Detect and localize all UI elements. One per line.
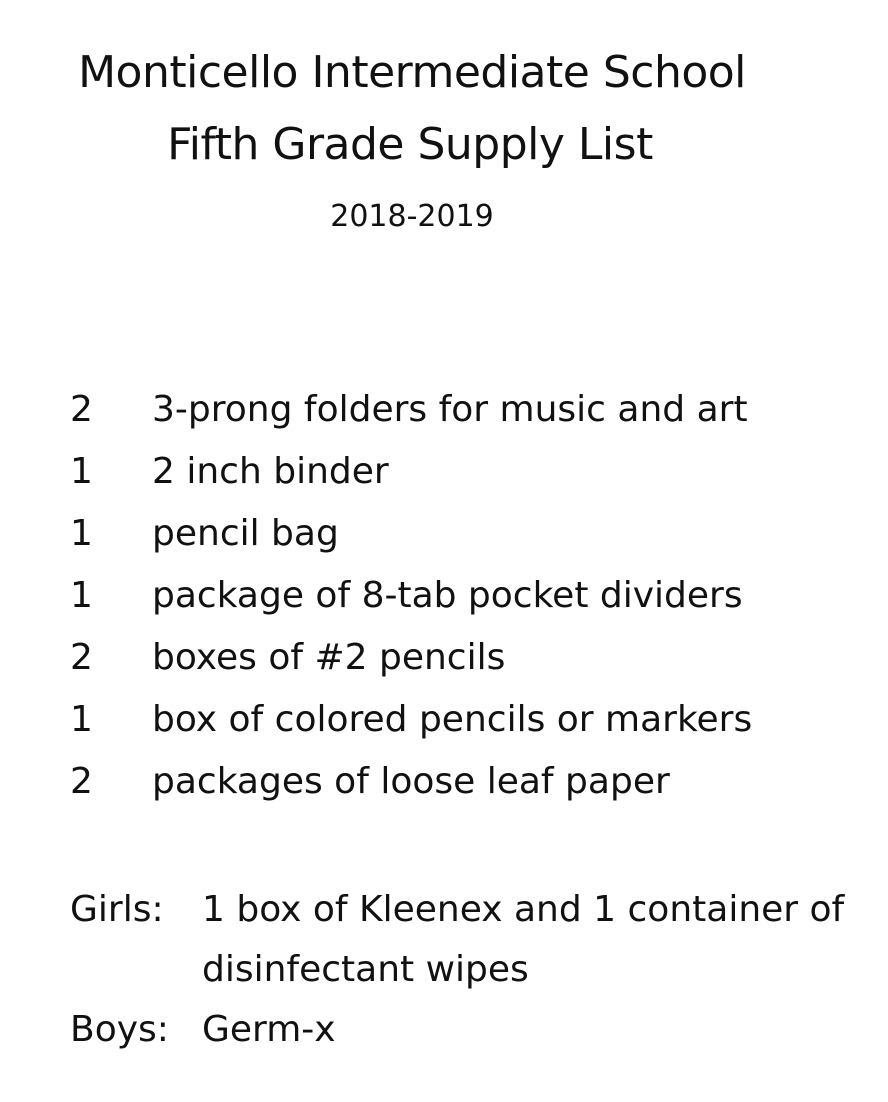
boys-supplies [70, 1000, 880, 1060]
item-description: pencil bag [152, 512, 339, 554]
list-item [70, 440, 880, 502]
girls-supplies-text: 1 box of Kleenex and 1 container of disinfectant wipes [202, 889, 845, 990]
item-description: box of colored pencils or markers [152, 698, 753, 740]
item-quantity: 1 [70, 512, 93, 554]
list-item [70, 564, 880, 626]
item-quantity: 2 [70, 388, 93, 430]
supply-list [70, 378, 880, 812]
school-year: 2018-2019 [330, 199, 494, 234]
boys-supplies-text: Germ-x [202, 1009, 336, 1050]
list-item [70, 378, 880, 440]
girls-label: Girls: [70, 889, 164, 930]
school-name: Monticello Intermediate School [78, 47, 746, 98]
girls-supplies [70, 880, 880, 1000]
item-description: 3-prong folders for music and art [152, 388, 748, 430]
list-item [70, 626, 880, 688]
item-description: package of 8-tab pocket dividers [152, 574, 743, 616]
boys-label: Boys: [70, 1009, 169, 1050]
item-description: packages of loose leaf paper [152, 760, 670, 802]
list-title: Fifth Grade Supply List [167, 119, 653, 170]
item-quantity: 1 [70, 450, 93, 492]
item-quantity: 2 [70, 760, 93, 802]
list-item [70, 688, 880, 750]
item-quantity: 1 [70, 698, 93, 740]
item-description: boxes of #2 pencils [152, 636, 506, 678]
list-item [70, 502, 880, 564]
item-description: 2 inch binder [152, 450, 389, 492]
list-item [70, 750, 880, 812]
document-header [0, 40, 888, 240]
extra-supplies [70, 880, 880, 1060]
item-quantity: 1 [70, 574, 93, 616]
item-quantity: 2 [70, 636, 93, 678]
